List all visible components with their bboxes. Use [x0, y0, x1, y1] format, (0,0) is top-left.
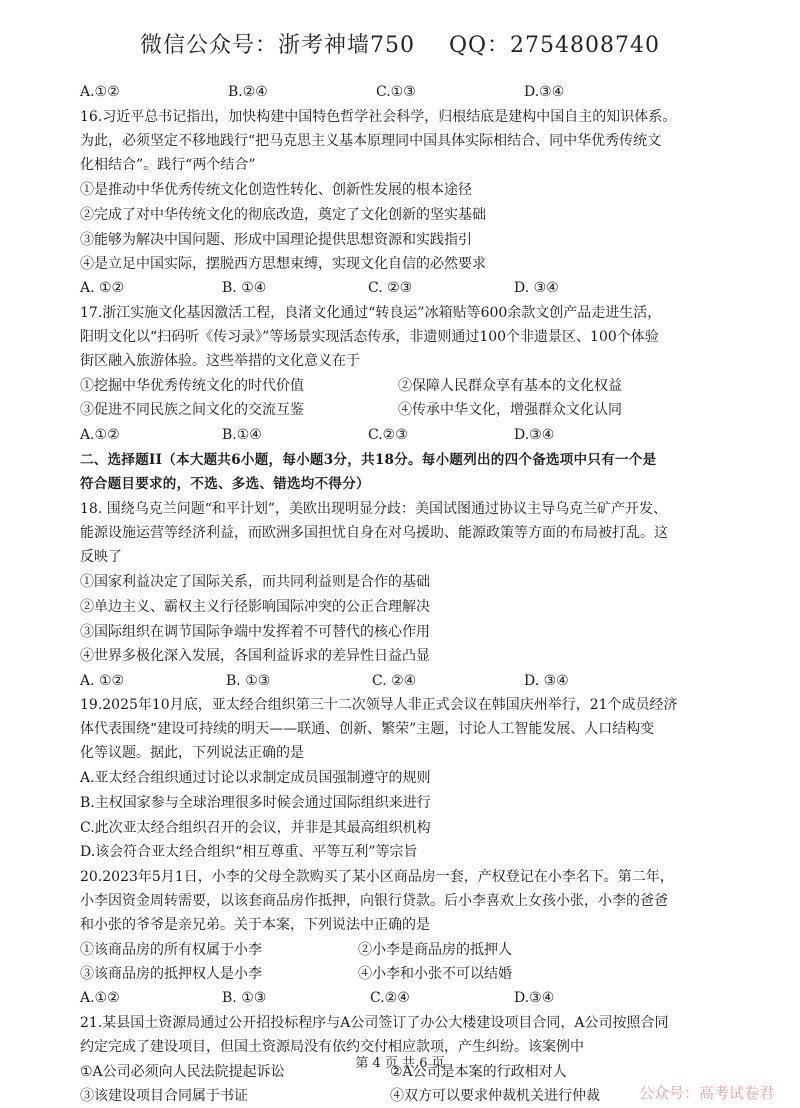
- option-a: A. ①②: [80, 673, 125, 689]
- option-a: A. ①②: [80, 280, 125, 296]
- qq-number: QQ：2754808740: [448, 33, 661, 58]
- q18-item: ③国际组织在调节国际争端中发挥着不可替代的核心作用: [80, 624, 430, 640]
- q20-stem-line: 小李因资金周转需要，以该套商品房作抵押，向银行贷款。后小李喜欢上女孩小张，小李的爸爸: [80, 893, 668, 909]
- q20-items-row: [80, 939, 730, 961]
- q15-options: [80, 81, 730, 103]
- page-header: [0, 28, 800, 59]
- section-heading: 二、选择题II（本大题共6小题，每小题3分，共18分。每小题列出的四个备选项中只有一个是: [80, 452, 657, 468]
- wechat-account: 微信公众号：浙考神墙750: [139, 33, 415, 58]
- q20-items-row: [80, 963, 730, 985]
- q21-items-row: [80, 1085, 730, 1107]
- option-d: D.③④: [514, 990, 555, 1006]
- q21-item: ①A公司必须向人民法院提起诉讼: [80, 1064, 285, 1080]
- option-b: B.①④: [222, 427, 262, 443]
- option-b: B. ①④: [222, 280, 267, 296]
- section-heading: 符合题目要求的，不选、多选、错选均不得分）: [80, 476, 370, 492]
- q19-item: A.亚太经合组织通过讨论以求制定成员国强制遵守的规则: [80, 770, 431, 786]
- page-number: 第 4 页 共 6 页: [355, 1056, 445, 1071]
- option-b: B. ①③: [226, 673, 271, 689]
- q18-item: ④世界多极化深入发展，各国利益诉求的差异性日益凸显: [80, 648, 430, 664]
- q21-stem-line: 21.某县国土资源局通过公开招投标程序与A公司签订了办公大楼建设项目合同，A公司按照合同: [80, 1015, 669, 1031]
- q16-stem-line: 16.习近平总书记指出，加快构建中国特色哲学社会科学，归根结底是建构中国自主的知识体系。: [80, 109, 677, 125]
- q20-stem-line: 20.2023年5月1日，小李的父母全款购买了某小区商品房一套，产权登记在小李名下。第二年，: [80, 869, 674, 885]
- option-b: B. ①③: [222, 990, 267, 1006]
- q16-stem-line: 化相结合”。践行“两个结合”: [80, 157, 256, 173]
- q21-item: ②A公司是本案的行政相对人: [390, 1064, 567, 1080]
- option-c: C. ②③: [368, 280, 413, 296]
- q17-options: [80, 424, 730, 446]
- option-a: A.①②: [80, 990, 120, 1006]
- q17-item: ④传承中华文化，增强群众文化认同: [398, 402, 622, 418]
- q16-item: ④是立足中国实际，摆脱西方思想束缚，实现文化自信的必然要求: [80, 256, 486, 272]
- option-a: A.①②: [80, 427, 120, 443]
- q16-options: [80, 277, 730, 299]
- q18-stem-line: 能源设施运营等经济利益，而欧洲多国担忧自身在对乌援助、能源政策等方面的布局被打乱。这: [80, 525, 668, 541]
- option-c: C.②④: [370, 990, 410, 1006]
- q17-item: ①挖掘中华优秀传统文化的时代价值: [80, 378, 304, 394]
- q17-stem-line: 街区融入旅游体验。这些举措的文化意义在于: [80, 353, 360, 369]
- q19-stem-line: 19.2025年10月底，亚太经合组织第三十二次领导人非正式会议在韩国庆州举行，21个成员经济: [80, 697, 678, 713]
- q18-item: ①国家利益决定了国际关系，而共同利益则是合作的基础: [80, 574, 430, 590]
- q16-stem-line: 为此，必须坚定不移地践行“把马克思主义基本原理同中国具体实际相结合、同中华优秀传统文: [80, 133, 662, 149]
- q17-items-row: [80, 375, 730, 397]
- q21-stem-line: 约定完成了建设项目，但国土资源局没有依约交付相应款项，产生纠纷。该案例中: [80, 1039, 584, 1055]
- option-c: C.②③: [368, 427, 408, 443]
- q18-item: ②单边主义、霸权主义行径影响国际冲突的公正合理解决: [80, 599, 430, 615]
- q20-item: ④小李和小张不可以结婚: [358, 966, 512, 982]
- q17-item: ②保障人民群众享有基本的文化权益: [398, 378, 622, 394]
- q17-stem-line: 阳明文化以“扫码听《传习录》”等场景实现活态传承，非遗则通过100个非遗景区、100个体验: [80, 329, 659, 345]
- q16-item: ①是推动中华优秀传统文化创造性转化、创新性发展的根本途径: [80, 182, 472, 198]
- q21-item: ④双方可以要求仲裁机关进行仲裁: [390, 1088, 600, 1104]
- watermark: 公众号：高考试卷君: [638, 1084, 774, 1102]
- q19-stem-line: 化等议题。据此，下列说法正确的是: [80, 745, 304, 761]
- q20-options: [80, 987, 730, 1009]
- q16-item: ②完成了对中华传统文化的彻底改造，奠定了文化创新的坚实基础: [80, 207, 486, 223]
- q21-item: ③该建设项目合同属于书证: [80, 1088, 248, 1104]
- q19-item: C.此次亚太经合组织召开的会议，并非是其最高组织机构: [80, 820, 431, 836]
- q18-options: [80, 670, 730, 692]
- option-d: D. ③④: [514, 280, 559, 296]
- option-d: D.③④: [514, 427, 555, 443]
- option-d: D.③④: [524, 84, 565, 100]
- q16-item: ③能够为解决中国问题、形成中国理论提供思想资源和实践指引: [80, 232, 472, 248]
- option-a: A.①②: [80, 84, 120, 100]
- q18-stem-line: 18. 围绕乌克兰问题“和平计划”，美欧出现明显分歧：美国试图通过协议主导乌克兰矿产开发、: [80, 501, 668, 517]
- option-b: B.②④: [228, 84, 268, 100]
- q17-stem-line: 17.浙江实施文化基因激活工程，良渚文化通过“转良运”冰箱贴等600余款文创产品走进生活，: [80, 305, 662, 321]
- option-c: C. ②④: [372, 673, 417, 689]
- option-d: D. ③④: [524, 673, 569, 689]
- q20-item: ①该商品房的所有权属于小李: [80, 942, 262, 958]
- option-c: C.①③: [376, 84, 416, 100]
- q20-stem-line: 和小张的爷爷是亲兄弟。关于本案，下列说法中正确的是: [80, 917, 430, 933]
- q20-item: ②小李是商品房的抵押人: [358, 942, 512, 958]
- q19-stem-line: 体代表围绕“建设可持续的明天——联通、创新、繁荣”主题，讨论人工智能发展、人口结构变: [80, 721, 655, 737]
- q19-item: D.该会符合亚太经合组织“相互尊重、平等互利”等宗旨: [80, 844, 418, 860]
- q20-item: ③该商品房的抵押权人是小李: [80, 966, 262, 982]
- q18-stem-line: 反映了: [80, 549, 122, 565]
- q17-item: ③促进不同民族之间文化的交流互鉴: [80, 402, 304, 418]
- q17-items-row: [80, 399, 730, 421]
- q19-item: B.主权国家参与全球治理很多时候会通过国际组织来进行: [80, 795, 431, 811]
